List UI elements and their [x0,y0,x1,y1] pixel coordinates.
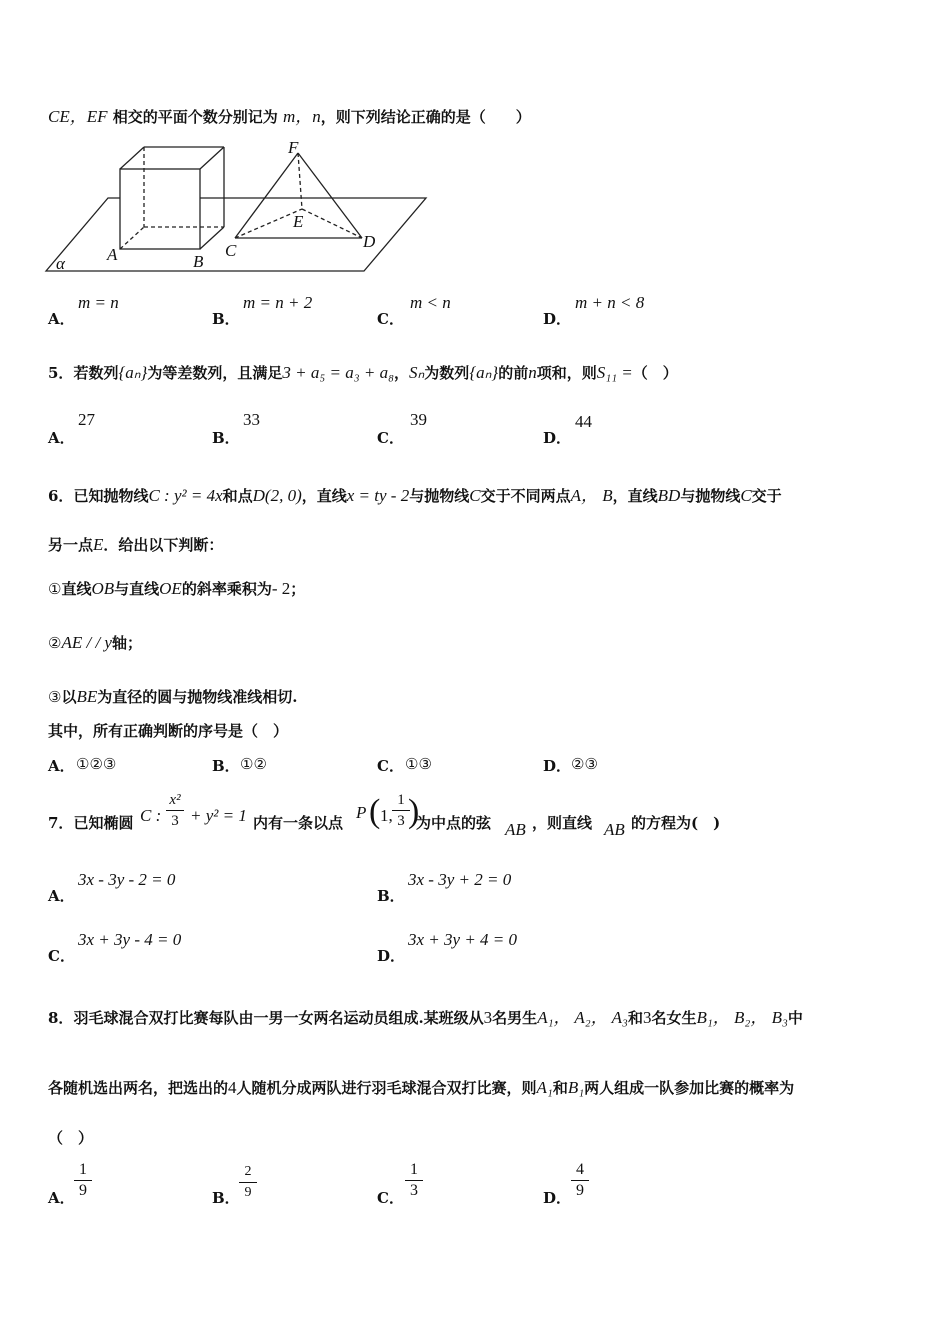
q6-bd: BD [657,486,681,505]
q8-text-2: 名男生 [492,1009,538,1027]
q8-option-b-den: 9 [244,1185,252,1200]
q5-text-6: 项和，则 [536,364,597,382]
q7-option-a-letter: A． [48,887,75,905]
q6-judgement-2 [48,632,142,653]
q8-option-b-num: 2 [239,1162,257,1183]
q5-sn: Sₙ [409,363,425,382]
q8-option-d-num: 4 [571,1160,589,1181]
label-alpha: α [56,254,65,273]
edge-fc [235,153,298,238]
q7-option-b-letter: B． [377,887,405,905]
q8-a1: A₁ [536,1078,553,1097]
q6-number: 6． [48,487,74,505]
q8-text-3: 和 [627,1009,643,1027]
q6-j1-mark: ① [48,580,62,598]
q5-condition: 3 + a₅ = a₃ + a₈ [282,363,394,382]
q6-text-5: 交于不同两点 [480,487,571,505]
q4-option-c-value: m < n [410,293,451,312]
q5-option-d-letter: D． [543,429,572,447]
q7-stem-prefix [48,812,133,833]
q6-stem-line-2 [48,534,223,555]
q4-option-c-letter: C． [377,310,404,328]
label-a: A [107,245,118,264]
q8-three-2: 3 [642,1008,652,1027]
q8-option-c-fraction [405,1160,423,1201]
q4-stem-text: 相交的平面个数分别记为 [112,108,278,126]
q4-stem [48,102,531,127]
q8-option-a-fraction [74,1160,92,1201]
q7-text-1: 已知椭圆 [73,814,134,832]
q8-females: B₁， B₂， B₃ [696,1008,788,1027]
q6-c-2: C [740,486,752,505]
q4-stem-math: CE，EF [48,107,108,126]
q5-option-c-value: 39 [410,410,427,429]
q6-j1-oe: OE [159,579,182,598]
q7-option-b-value: 3x - 3y + 2 = 0 [408,870,512,889]
q7-option-a-value: 3x - 3y - 2 = 0 [78,870,176,889]
q6-text-8: 交于 [751,487,782,505]
q8-option-d-letter: D． [543,1189,572,1207]
q4-option-b-value: m = n + 2 [243,293,313,312]
q5-text-2: 为等差数列，且满足 [147,364,283,382]
q6-j1-text-a: 直线 [61,580,92,598]
q7-ab-1: AB [505,820,526,839]
q6-parabola: C : y² = 4x [148,486,223,505]
q6-j1-ob: OB [91,579,115,598]
q5-s11: S₁₁ = [596,363,633,382]
q4-stem-end: ，则下列结论正确的是（ ） [320,108,531,126]
q5-option-b-value: 33 [243,410,260,429]
label-c: C [225,241,237,260]
q6-ask: 其中，所有正确判断的序号是（ ） [48,722,289,740]
q5-text-7: （ ） [632,364,678,382]
q8-b1: B₁ [567,1078,585,1097]
q6-option-b-letter: B． [212,757,240,775]
edge-ed [302,209,362,238]
q8-option-a-den: 9 [79,1182,87,1199]
q8-option-a-num: 1 [74,1160,92,1181]
q6-j1-text-c: 的斜率乘积为 [181,580,272,598]
q8-text-5: 中 [787,1009,803,1027]
q5-text-4: 为数列 [424,364,470,382]
q6-text-3: ，直线 [301,487,347,505]
q8-text-9: 两人组成一队参加比赛的概率为 [584,1079,795,1097]
q6-j1-text-b: 与直线 [114,580,160,598]
label-f: F [288,138,299,157]
q8-three-1: 3 [483,1008,493,1027]
q6-j2-end: 轴； [111,634,142,652]
q8-text-4: 名女生 [651,1009,697,1027]
q5-option-d-value: 44 [575,412,592,431]
q6-j1-value: - 2 [271,579,291,598]
q8-text-1: 羽毛球混合双打比赛每队由一男一女两名运动员组成.某班级从 [73,1009,484,1027]
q6-j3-text-a: 以 [61,688,77,706]
q6-judgement-3 [48,686,297,707]
q6-c-1: C [469,486,481,505]
q8-four: 4 [228,1078,237,1097]
q6-ab: A， B [570,486,613,505]
q8-option-c-den: 3 [410,1182,418,1199]
q5-option-b-letter: B． [212,429,240,447]
q8-stem-line-1 [48,1003,803,1028]
edge-fd [298,153,362,238]
q5-stem [48,362,678,383]
q6-j3-mark: ③ [48,688,62,706]
q6-option-c-letter: C． [377,757,404,775]
q4-option-a-letter: A． [48,310,75,328]
q8-option-c-letter: C． [377,1189,404,1207]
q7-option-c-value: 3x + 3y - 4 = 0 [78,930,182,949]
q7-option-d-value: 3x + 3y + 4 = 0 [408,930,518,949]
q4-option-b-letter: B． [212,310,240,328]
q7-ab-2: AB [604,820,625,839]
q7-p-den: 3 [397,813,405,829]
edge-fe [298,153,302,209]
q7-fraction-x2-over-3 [166,790,184,831]
q6-text-2: 和点 [222,487,253,505]
q5-n: n [528,363,537,382]
q8-text-6: 各随机选出两名，把选出的 [48,1079,229,1097]
q7-c-label: C : [140,806,162,825]
q6-text-7: 与抛物线 [680,487,741,505]
q6-point-d: D(2, 0) [252,486,302,505]
q8-option-b-letter: B． [212,1189,240,1207]
q7-frac-den: 3 [171,813,179,829]
label-d: D [363,232,376,251]
q5-text-3: ， [394,364,410,382]
q6-j1-end: ； [290,580,306,598]
q6-stem-line-1 [48,481,782,506]
q4-geometry-figure [40,135,440,280]
q6-option-c-value: ①③ [405,755,432,773]
q7-frac-num: x² [166,790,184,811]
q6-option-d-value: ②③ [571,755,598,773]
q8-option-c-num: 1 [405,1160,423,1181]
q5-text-1: 若数列 [73,364,119,382]
q8-option-d-fraction [571,1160,589,1201]
q7-paren-right: ) [408,793,420,830]
q4-option-a-value: m = n [78,293,119,312]
q6-judgement-1 [48,578,305,599]
q6-option-a-letter: A． [48,757,75,775]
q7-option-d-letter: D． [377,947,406,965]
q6-option-b-value: ①② [240,755,267,773]
q6-text-10: ．给出以下判断： [103,536,224,554]
q5-option-c-letter: C． [377,429,404,447]
q7-p-num: 1 [392,790,410,811]
q7-paren-left: ( [369,793,381,830]
q8-option-a-letter: A． [48,1189,75,1207]
q8-text-7: 人随机分成两队进行羽毛球混合双打比赛，则 [236,1079,537,1097]
q6-option-a-value: ①②③ [76,755,117,773]
label-b: B [193,252,204,271]
q6-j3-text-b: 为直径的圆与抛物线准线相切. [97,688,298,706]
q8-text-8: 和 [552,1079,568,1097]
q7-text-4: ，则直线 [532,814,593,832]
q5-number: 5． [48,364,74,382]
q4-option-d-letter: D． [543,310,572,328]
q7-number: 7． [48,814,74,832]
q5-option-a-letter: A． [48,429,75,447]
q7-text-3: 为中点的弦 [416,814,492,832]
q5-option-a-value: 27 [78,410,95,429]
q6-text-9: 另一点 [48,536,94,554]
q7-p-one: 1, [380,806,393,825]
q6-line: x = ty - 2 [346,486,410,505]
q6-text-1: 已知抛物线 [73,487,149,505]
q7-text-2: 内有一条以点 [253,814,344,832]
label-e: E [293,212,304,231]
q6-j3-be: BE [76,687,98,706]
q6-text-4: 与抛物线 [409,487,470,505]
q8-stem-line-3: （ ） [48,1129,94,1147]
q8-number: 8． [48,1009,74,1027]
q4-stem-vars: m，n [282,107,321,126]
q7-ellipse-rest: + y² = 1 [190,806,247,825]
q7-p: P [356,803,367,822]
q7-option-c-letter: C． [48,947,75,965]
q6-text-6: ，直线 [612,487,658,505]
q6-j2-mark: ② [48,634,62,652]
q7-text-5: 的方程为( ) [631,814,721,832]
q6-j2-expr: AE / / y [61,633,112,652]
q8-stem-line-2 [48,1077,794,1098]
q5-seq-2: {aₙ} [469,363,499,382]
q4-option-d-value: m + n < 8 [575,293,645,312]
q5-text-5: 的前 [498,364,529,382]
q5-seq-1: {aₙ} [118,363,148,382]
q8-males: A₁， A₂， A₃ [537,1008,628,1027]
cube-front-face [120,169,200,249]
q8-option-b-fraction [239,1162,257,1203]
q8-option-d-den: 9 [576,1182,584,1199]
q6-option-d-letter: D． [543,757,572,775]
q6-e: E [93,535,104,554]
